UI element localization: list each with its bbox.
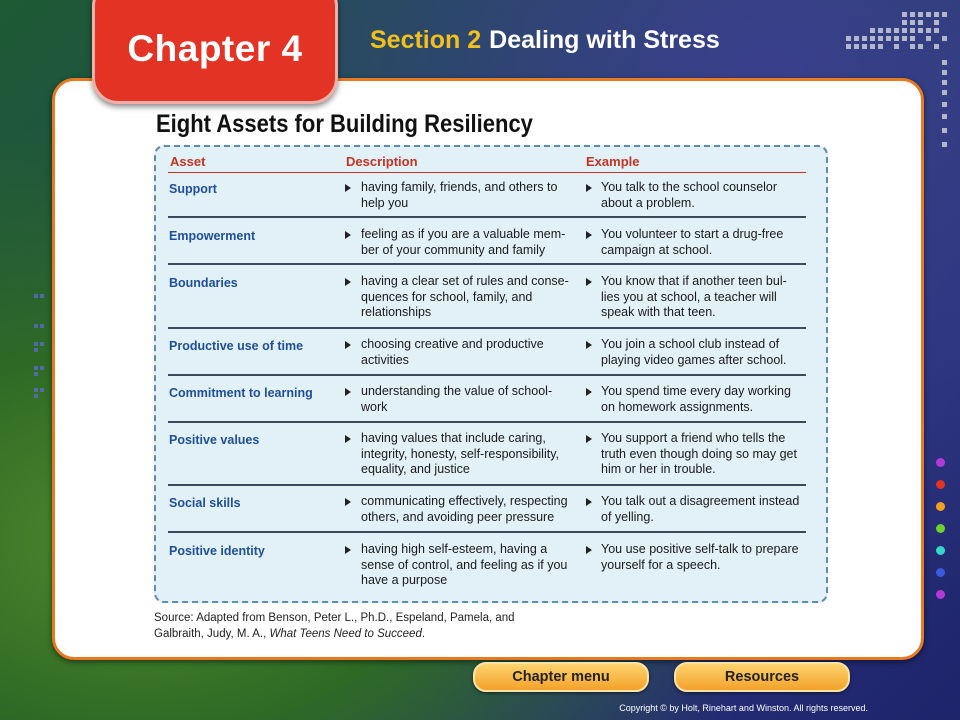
asset-example: You talk to the school counselor about a problem. xyxy=(601,180,778,210)
table-row xyxy=(168,386,806,423)
row-divider xyxy=(168,531,806,533)
color-dot xyxy=(936,568,945,577)
arrow-bullet-icon xyxy=(345,278,351,286)
asset-description: having a clear set of rules and conse- quences for school, family, and relationships xyxy=(361,274,569,319)
source-authors: Galbraith, Judy, M. A., xyxy=(154,628,270,640)
asset-example: You know that if another teen bul- lies you at school, a teacher will speak with that teen. xyxy=(601,274,787,319)
asset-description: choosing creative and productive activities xyxy=(361,337,544,367)
color-dot xyxy=(936,590,945,599)
arrow-bullet-icon xyxy=(586,231,592,239)
arrow-bullet-icon xyxy=(586,341,592,349)
arrow-bullet-icon xyxy=(586,435,592,443)
arrow-bullet-icon xyxy=(586,388,592,396)
row-divider xyxy=(168,421,806,423)
table-row xyxy=(168,182,806,218)
resources-button[interactable]: Resources xyxy=(674,662,850,692)
arrow-bullet-icon xyxy=(345,184,351,192)
asset-example: You spend time every day working on homework assignments. xyxy=(601,384,791,414)
source-line-1: Source: Adapted from Benson, Peter L., Ph.D., Espeland, Pamela, and xyxy=(154,612,515,624)
table-row xyxy=(168,544,806,594)
source-book-title: What Teens Need to Succeed xyxy=(269,628,422,640)
header-asset: Asset xyxy=(170,154,206,169)
color-dot xyxy=(936,458,945,467)
arrow-bullet-icon xyxy=(345,498,351,506)
row-divider xyxy=(168,263,806,265)
asset-example: You join a school club instead of playing video games after school. xyxy=(601,337,787,367)
arrow-bullet-icon xyxy=(345,341,351,349)
table-title: Eight Assets for Building Resiliency xyxy=(156,110,533,138)
decorative-dots-left xyxy=(32,292,50,404)
color-dot xyxy=(936,480,945,489)
header-divider xyxy=(168,172,806,173)
section-title: Dealing with Stress xyxy=(489,26,720,54)
asset-name: Commitment to learning xyxy=(169,386,313,400)
asset-example: You support a friend who tells the truth even though doing so may get him or her in trouble. xyxy=(601,431,797,476)
color-dot xyxy=(936,524,945,533)
arrow-bullet-icon xyxy=(586,498,592,506)
asset-example: You volunteer to start a drug-free campaign at school. xyxy=(601,227,784,257)
chapter-title: Chapter 4 xyxy=(127,28,303,69)
arrow-bullet-icon xyxy=(345,546,351,554)
asset-name: Empowerment xyxy=(169,229,256,243)
table-row xyxy=(168,229,806,265)
asset-description: having high self-esteem, having a sense of control, and feeling as if you have a purpose xyxy=(361,542,568,587)
section-label: Section 2 xyxy=(370,26,482,54)
source-note xyxy=(154,610,515,642)
asset-name: Productive use of time xyxy=(169,339,304,353)
table-row xyxy=(168,276,806,329)
asset-name: Boundaries xyxy=(169,276,238,290)
color-dot xyxy=(936,502,945,511)
copyright-notice: Copyright © by Holt, Rinehart and Winston. All rights reserved. xyxy=(619,703,868,713)
source-line-2 xyxy=(154,626,515,642)
asset-description: communicating effectively, respecting others, and avoiding peer pressure xyxy=(361,494,568,524)
asset-description: understanding the value of school- work xyxy=(361,384,553,414)
arrow-bullet-icon xyxy=(345,435,351,443)
asset-name: Positive values xyxy=(169,433,260,447)
section-heading xyxy=(370,26,720,55)
header-example: Example xyxy=(586,154,640,169)
table-row xyxy=(168,433,806,486)
row-divider xyxy=(168,374,806,376)
row-divider xyxy=(168,327,806,329)
table-row xyxy=(168,339,806,376)
arrow-bullet-icon xyxy=(586,278,592,286)
asset-description: having family, friends, and others to help you xyxy=(361,180,558,210)
header-description: Description xyxy=(346,154,418,169)
asset-name: Positive identity xyxy=(169,544,265,558)
decorative-color-dots xyxy=(936,458,945,612)
asset-example: You talk out a disagreement instead of yelling. xyxy=(601,494,800,524)
arrow-bullet-icon xyxy=(345,231,351,239)
source-period: . xyxy=(421,628,426,640)
arrow-bullet-icon xyxy=(586,184,592,192)
asset-description: having values that include caring, integrity, honesty, self-responsibility, equality, and justice xyxy=(361,431,559,476)
table-row xyxy=(168,496,806,533)
asset-example: You use positive self-talk to prepare yourself for a speech. xyxy=(601,542,799,572)
asset-description: feeling as if you are a valuable mem- ber of your community and family xyxy=(361,227,566,257)
chapter-menu-button[interactable]: Chapter menu xyxy=(473,662,649,692)
color-dot xyxy=(936,546,945,555)
row-divider xyxy=(168,484,806,486)
arrow-bullet-icon xyxy=(586,546,592,554)
arrow-bullet-icon xyxy=(345,388,351,396)
row-divider xyxy=(168,216,806,218)
asset-name: Support xyxy=(169,182,217,196)
asset-name: Social skills xyxy=(169,496,241,510)
